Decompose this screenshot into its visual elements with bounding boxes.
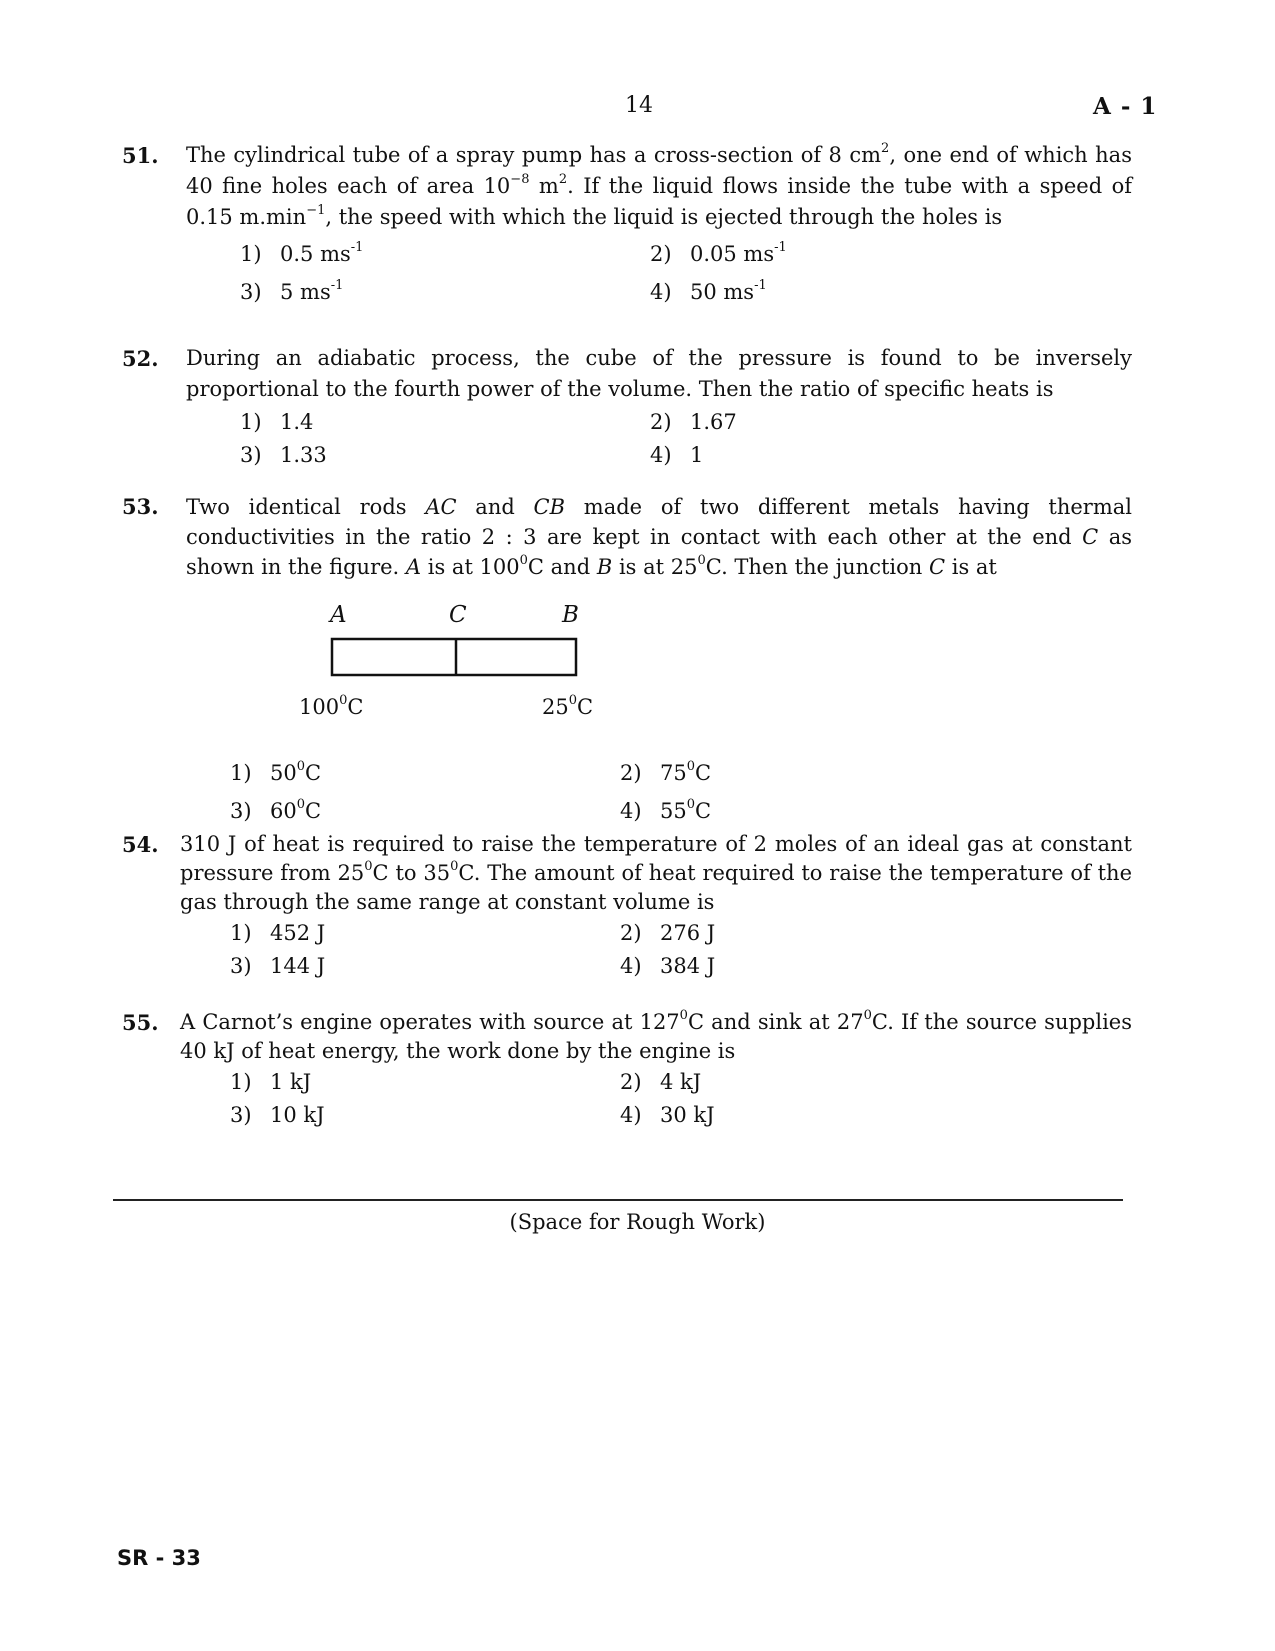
label-a: A	[330, 602, 347, 628]
option-3[interactable]: 3) $60^0C$	[230, 797, 322, 823]
page-number: 14	[625, 93, 653, 118]
options	[230, 758, 1132, 834]
question-text: During an adiabatic process, the cube of the pressure is found to be inversely proportional to the fourth power of the volume. Then the ratio of specific heats is	[186, 346, 1132, 401]
options	[240, 239, 1132, 315]
question-number: 55.	[122, 1010, 159, 1035]
option-4[interactable]: 4) $55^0C$	[620, 797, 712, 823]
booklet-code: A - 1	[1093, 93, 1158, 120]
rod-ac-cb-outline	[332, 639, 576, 675]
question-number: 51.	[122, 143, 159, 168]
option-4[interactable]: 4) 1	[650, 443, 704, 467]
option-2[interactable]: 2) 0.05 $ms^{-1}$	[650, 240, 787, 266]
options	[230, 1068, 1132, 1144]
option-2[interactable]: 2) $75^0C$	[620, 759, 712, 785]
question-number: 53.	[122, 494, 159, 519]
options	[240, 407, 1132, 483]
divider-line	[113, 1199, 1123, 1201]
option-3[interactable]: 3) 10 kJ	[230, 1103, 325, 1127]
label-b: B	[562, 602, 579, 628]
question-51	[122, 140, 1132, 315]
option-4[interactable]: 4) 30 kJ	[620, 1103, 715, 1127]
option-1[interactable]: 1) $50^0C$	[230, 759, 322, 785]
option-1[interactable]: 1) 1 kJ	[230, 1070, 312, 1094]
temp-left: $100^0C$	[299, 693, 364, 719]
option-1[interactable]: 1) 0.5 $ms^{-1}$	[240, 240, 364, 266]
option-2[interactable]: 2) 4 kJ	[620, 1070, 702, 1094]
rods-figure	[122, 582, 1132, 752]
question-54	[122, 830, 1132, 995]
question-text: 310 J of heat is required to raise the temperature of 2 moles of an ideal gas at constant pressure from $25^0C$ to $35^0C$. The amount of heat required to raise the temperature of the gas through the same range at constant volume is	[180, 832, 1133, 914]
question-55	[122, 1008, 1132, 1144]
rough-work-label: (Space for Rough Work)	[509, 1210, 766, 1234]
option-3[interactable]: 3) 5 $ms^{-1}$	[240, 278, 344, 304]
option-4[interactable]: 4) 50 $ms^{-1}$	[650, 278, 767, 304]
question-52	[122, 343, 1132, 483]
option-2[interactable]: 2) 276 J	[620, 921, 716, 945]
booklet-series-code: SR - 33	[117, 1546, 201, 1570]
question-number: 52.	[122, 346, 159, 371]
option-2[interactable]: 2) 1.67	[650, 410, 737, 434]
rods-drawing	[330, 637, 580, 679]
question-number: 54.	[122, 832, 159, 857]
question-53	[122, 492, 1132, 834]
temp-right: $25^0C$	[542, 693, 594, 719]
option-4[interactable]: 4) 384 J	[620, 954, 716, 978]
options	[230, 919, 1132, 995]
option-3[interactable]: 3) 1.33	[240, 443, 327, 467]
label-c: C	[449, 602, 467, 628]
question-text: Two identical rods AC and CB made of two different metals having thermal conductivities in the ratio 2 : 3 are kept in contact with each other at the end C as shown in the figure. A is at $100^0C$ and B is at $25^0C$. Then the junction C is at	[186, 495, 1132, 579]
question-text: The cylindrical tube of a spray pump has a cross-section of 8 $cm^2$, one end of which has 40 fine holes each of area $10^{-8}$ $m^2$. If the liquid flows inside the tube with a speed of 0.15 $m.\min^{-1}$, the speed with which the liquid is ejected through the holes is	[186, 141, 1132, 229]
option-1[interactable]: 1) 452 J	[230, 921, 326, 945]
option-3[interactable]: 3) 144 J	[230, 954, 326, 978]
question-text: A Carnot’s engine operates with source at $127^0C$ and sink at $27^0C$. If the source supplies 40 kJ of heat energy, the work done by the engine is	[180, 1008, 1133, 1063]
option-1[interactable]: 1) 1.4	[240, 410, 314, 434]
